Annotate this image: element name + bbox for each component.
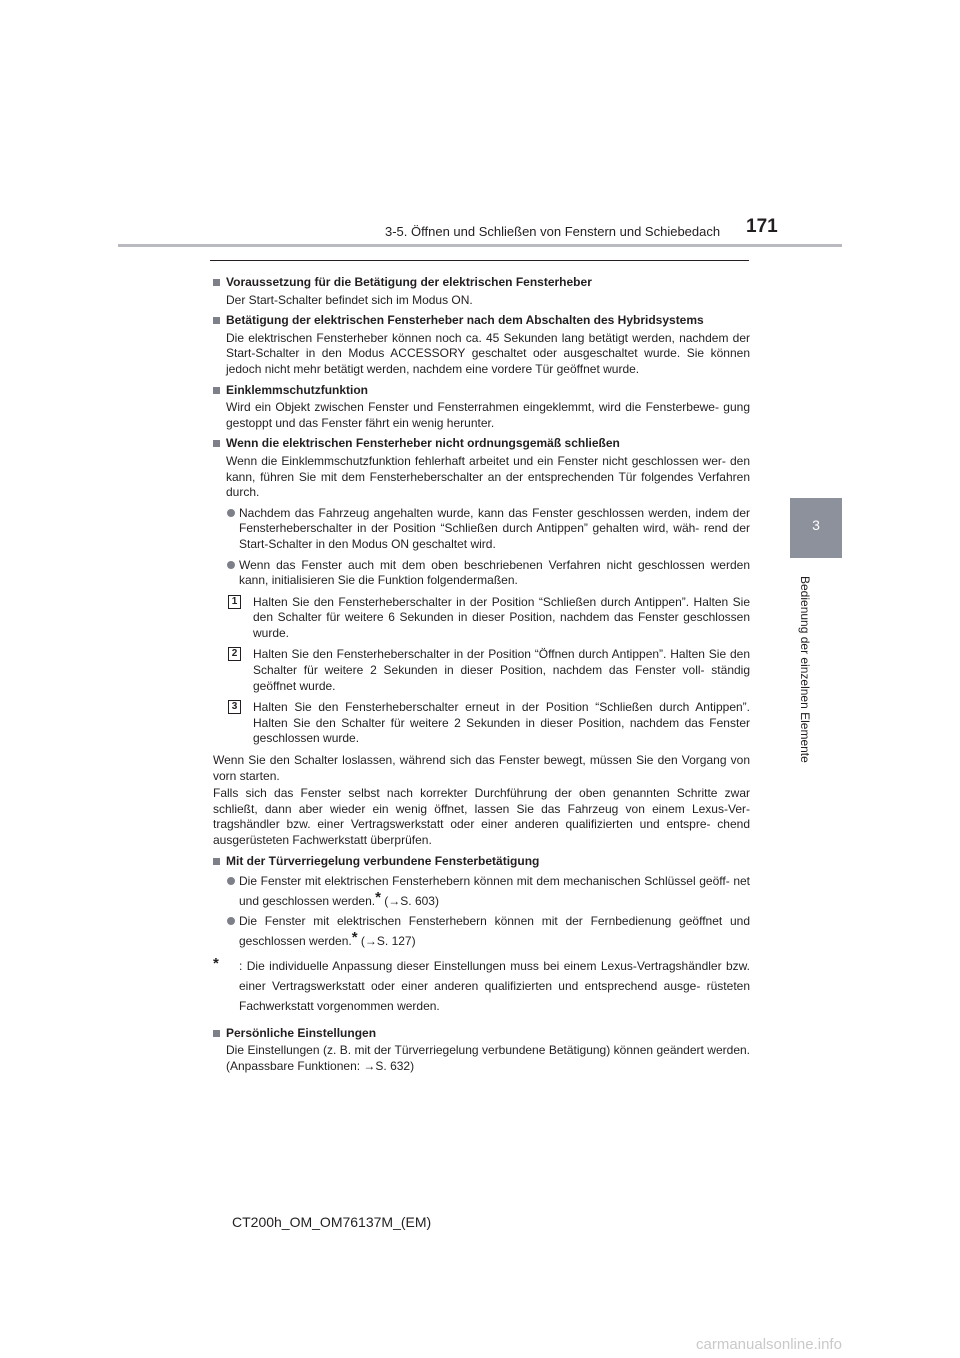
step-item (213, 595, 750, 642)
header-rule (118, 244, 842, 247)
step-text: Halten Sie den Fensterheberschalter erneut in der Position “Schließen durch Antippen”. Halten Sie den Schalter für weitere 2 Sekunden in dieser Position, nachdem das Fenster geschlossen wurde. (253, 700, 750, 746)
step-number-badge: 1 (228, 595, 241, 609)
footnote-star: * (213, 954, 219, 972)
bullet-text: Die Fenster mit elektrischen Fensterhebern können mit dem mechanischen Schlüssel geöff- net und geschlossen werden. (239, 874, 750, 908)
section-paragraph: Wenn die Einklemmschutzfunktion fehlerhaft arbeitet und ein Fenster nicht geschlossen wer- den kann, führen Sie mit dem Fensterheberschalter an der entsprechenden Tür folgendes Verfahren durch. (226, 453, 750, 500)
section-paragraph: Der Start-Schalter befindet sich im Modus ON. (226, 292, 473, 307)
bullet-item (213, 914, 750, 949)
section-heading: Persönliche Einstellungen (213, 1026, 750, 1042)
section-heading: Betätigung der elektrischen Fensterheber nach dem Abschalten des Hybridsystems (213, 313, 750, 329)
header-title: 3-5. Öffnen und Schließen von Fenstern und Schiebedach (385, 224, 721, 239)
bullet-item (213, 874, 750, 909)
step-item (213, 647, 750, 694)
chapter-side-label: Bedienung der einzelnen Elemente (798, 576, 812, 763)
section-heading: Mit der Türverriegelung verbundene Fensterbetätigung (213, 854, 750, 870)
page-number: 171 (746, 216, 778, 237)
section-heading: Einklemmschutzfunktion (213, 383, 750, 399)
step-text: Halten Sie den Fensterheberschalter in der Position “Schließen durch Antippen”. Halten Sie den Schalter für weitere 6 Sekunden in dieser Position, nachdem das Fenster geschlossen wurde. (253, 594, 750, 640)
section-paragraph: Falls sich das Fenster selbst nach korrekter Durchführung der oben genannten Schritte zwar schließt, dann aber wieder ein wenig öffnet, lassen Sie das Fahrzeug von einem Lexus-Ver- tragshändler bzw. einer Vertragswerkstatt oder einer anderen qualifizierten und entspre- chend ausgerüsteten Fachwerkstatt überprüfen. (213, 786, 750, 847)
section-paragraph: Die Einstellungen (z. B. mit der Türverriegelung verbundene Betätigung) können geändert werden. (Anpassbare Funktionen: →S. 632) (226, 1043, 750, 1073)
watermark: carmanualsonline.info (696, 1336, 842, 1353)
step-item (213, 700, 750, 747)
chapter-tab (790, 498, 842, 558)
footnote-text: : Die individuelle Anpassung dieser Einstellungen muss bei einem Lexus-Vertragshändler bzw. einer Vertragswerkstatt oder einer anderen qualifizierten und entsprechend ausge- rüsteten Fachwerkstatt vorgenommen werden. (239, 958, 750, 1013)
footnote-star: * (351, 928, 358, 946)
content-top-rule (210, 260, 749, 261)
main-content (213, 270, 750, 1074)
page-reference: (→S. 603) (380, 893, 439, 908)
section-paragraph: Die elektrischen Fensterheber können noch ca. 45 Sekunden lang betätigt werden, nachdem der Start-Schalter in den Modus ACCESSORY geschaltet oder ausgeschaltet wurde. Sie können jedoch nicht mehr betätigt werden, nachdem eine vordere Tür geöffnet wurde. (226, 330, 750, 376)
section-heading: Wenn die elektrischen Fensterheber nicht ordnungsgemäß schließen (213, 436, 750, 452)
section-paragraph: Wenn Sie den Schalter loslassen, während sich das Fenster bewegt, müssen Sie den Vorgang von vorn starten. (213, 753, 750, 783)
document-code: CT200h_OM_OM76137M_(EM) (232, 1214, 432, 1230)
step-number-badge: 2 (228, 647, 241, 661)
step-text: Halten Sie den Fensterheberschalter in der Position “Öffnen durch Antippen”. Halten Sie den Schalter für weitere 2 Sekunden in dieser Position, nachdem das Fenster voll- ständig geöffnet wurde. (253, 647, 750, 693)
section-paragraph: Wird ein Objekt zwischen Fenster und Fensterrahmen eingeklemmt, wird die Fensterbewe- gung gestoppt und das Fenster fährt ein wenig herunter. (226, 400, 750, 430)
bullet-text: Die Fenster mit elektrischen Fensterhebern können mit der Fernbedienung geöffnet und geschlossen werden. (239, 914, 750, 948)
section-heading: Voraussetzung für die Betätigung der elektrischen Fensterheber (213, 275, 750, 291)
step-number-badge: 3 (228, 700, 241, 714)
footnote-star: * (375, 888, 381, 906)
bullet-item: Wenn das Fenster auch mit dem oben beschriebenen Verfahren nicht geschlossen werden kann, initialisieren Sie die Funktion folgendermaßen. (213, 558, 750, 589)
footnote (213, 956, 750, 1016)
bullet-item: Nachdem das Fahrzeug angehalten wurde, kann das Fenster geschlossen werden, indem der Fensterheberschalter in der Position “Schließen durch Antippen” gehalten wird, wäh- rend der Start-Schalter in den Modus ON geschaltet wird. (213, 506, 750, 553)
chapter-number: 3 (812, 517, 820, 533)
page-reference: (→S. 127) (357, 933, 416, 948)
